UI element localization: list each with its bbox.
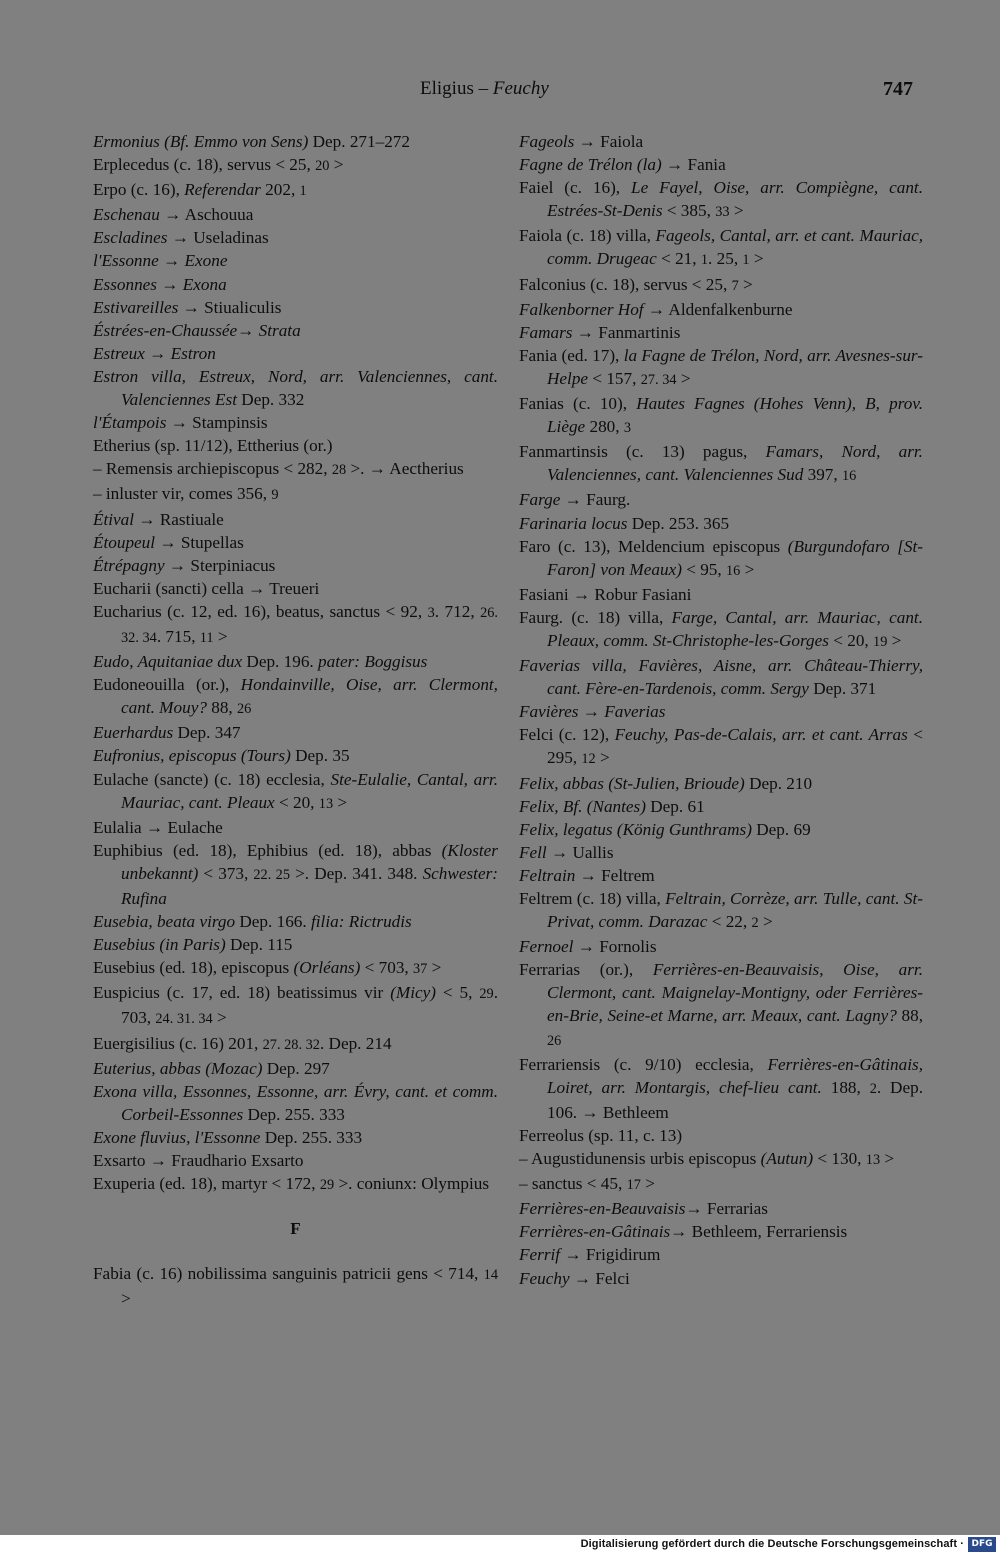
index-entry: Eusebius (in Paris) Dep. 115 — [93, 935, 293, 955]
index-entry: Ermonius (Bf. Emmo von Sens) Dep. 271–272 — [93, 132, 410, 151]
index-entry: Eudoneouilla (or.), Hondainville, Oise, arr. Clermont, cant. Mouy? 88, 26 — [93, 675, 498, 718]
index-entry: Faverias villa, Favières, Aisne, arr. Château-Thierry, cant. Fère-en-Tardenois, comm. Sergy Dep. 371 — [519, 656, 923, 699]
index-entry: Exsarto → Fraudhario Exsarto — [93, 1151, 304, 1171]
index-entry: Fanmartinsis (c. 13) pagus, Famars, Nord, arr. Valenciennes, cant. Valenciennes Sud 397, 16 — [519, 442, 923, 485]
index-entry: Ferreolus (sp. 11, c. 13) — [519, 1125, 683, 1145]
index-entry: Falkenborner Hof → Aldenfalkenburne — [519, 299, 793, 319]
page-number: 747 — [883, 78, 913, 100]
index-entry: Exone fluvius, l'Essonne Dep. 255. 333 — [93, 1127, 363, 1147]
index-entry: Erpo (c. 16), Referendar 202, 1 — [93, 180, 307, 200]
index-entry: Etherius (sp. 11/12), Ettherius (or.) — [93, 436, 333, 456]
index-entry: Euergisilius (c. 16) 201, 27. 28. 32. Dep. 214 — [93, 1033, 392, 1053]
index-entry: Eufronius, episcopus (Tours) Dep. 35 — [93, 746, 350, 766]
index-entry: Eucharii (sancti) cella → Treueri — [93, 578, 320, 598]
index-entry: Ferrarias (or.), Ferrières-en-Beauvaisis, Oise, arr. Clermont, cant. Maignelay-Montigny, oder Ferrières-en-Brie, Seine-et Marne, arr. Meaux, cant. Lagny? 88, 26 — [519, 960, 923, 1049]
running-head — [420, 76, 549, 102]
index-entry: Favières → Faverias — [519, 702, 666, 722]
index-entry: Faurg. (c. 18) villa, Farge, Cantal, arr. Mauriac, cant. Pleaux, comm. St-Christophe-les-Gorges < 20, 19 > — [519, 607, 923, 650]
running-head-italic: Feuchy — [492, 78, 549, 99]
index-entry: Étrépagny → Sterpiniacus — [93, 555, 276, 575]
index-entry: Fagne de Trélon (la) → Fania — [519, 155, 726, 175]
section-letter: F — [290, 1219, 301, 1239]
left-entries-after — [93, 1262, 498, 1310]
dfg-logo: DFG — [968, 1537, 996, 1552]
index-entry: Erplecedus (c. 18), servus < 25, 20 > — [93, 155, 344, 175]
index-entry: Felix, abbas (St-Julien, Brioude) Dep. 210 — [519, 773, 813, 793]
left-column — [93, 130, 498, 1310]
index-entry: Étoupeul → Stupellas — [93, 532, 244, 552]
index-entry: Faro (c. 13), Meldencium episcopus (Burgundofaro [St-Faron] von Meaux) < 95, 16 > — [519, 536, 923, 579]
index-entry: Eulalia → Eulache — [93, 817, 223, 837]
index-entry: Eulache (sancte) (c. 18) ecclesia, Ste-Eulalie, Cantal, arr. Mauriac, cant. Pleaux < 20, 13 > — [93, 769, 498, 812]
index-entry: Fell → Uallis — [519, 842, 614, 862]
index-entry: Fanias (c. 10), Hautes Fagnes (Hohes Venn), B, prov. Liège 280, 3 — [519, 394, 924, 437]
index-entry: Eudo, Aquitaniae dux Dep. 196. pater: Boggisus — [93, 652, 428, 672]
index-entry: – sanctus < 45, 17 > — [519, 1174, 655, 1194]
index-entry: Eschenau → Aschouua — [93, 205, 254, 225]
index-entry: Exona villa, Essonnes, Essonne, arr. Évry, cant. et comm. Corbeil-Essonnes Dep. 255. 333 — [93, 1081, 498, 1124]
right-column — [519, 130, 923, 1290]
index-entry: Ferrières-en-Beauvaisis→ Ferrarias — [519, 1199, 768, 1219]
index-entry: Farinaria locus Dep. 253. 365 — [519, 513, 730, 533]
index-entry: Éstrées-en-Chaussée→ Strata — [93, 320, 301, 340]
index-entry: Euspicius (c. 17, ed. 18) beatissimus vir (Micy) < 5, 29. 703, 24. 31. 34 > — [93, 983, 498, 1028]
left-entries — [93, 130, 498, 1197]
index-entry: l'Essonne → Exone — [93, 251, 228, 271]
index-entry: – inluster vir, comes 356, 9 — [93, 484, 279, 504]
index-entry: Feuchy → Felci — [519, 1268, 630, 1288]
index-entry: Euphibius (ed. 18), Ephibius (ed. 18), abbas (Kloster unbekannt) < 373, 22. 25 >. Dep. 341. 348. Schwester: Rufina — [93, 840, 498, 908]
index-entry: Famars → Fanmartinis — [519, 322, 681, 342]
index-entry: Fernoel → Fornolis — [519, 937, 657, 957]
index-entry: Felix, legatus (König Gunthrams) Dep. 69 — [519, 819, 811, 839]
index-entry: Felix, Bf. (Nantes) Dep. 61 — [519, 796, 705, 816]
right-entries — [519, 130, 923, 1290]
running-head-text: Eligius – — [420, 78, 493, 99]
index-entry: Faiola (c. 18) villa, Fageols, Cantal, arr. et cant. Mauriac, comm. Drugeac < 21, 1. 25, 1 > — [519, 226, 923, 269]
index-entry: Feltrem (c. 18) villa, Feltrain, Corrèze, arr. Tulle, cant. St-Privat, comm. Darazac < 22, 2 > — [519, 889, 923, 932]
index-entry: – Augustidunensis urbis episcopus (Autun) < 130, 13 > — [519, 1149, 895, 1169]
index-entry: Eucharius (c. 12, ed. 16), beatus, sanctus < 92, 3. 712, 26. 32. 34. 715, 11 > — [93, 601, 498, 646]
index-entry: Essonnes → Exona — [93, 274, 227, 294]
index-entry: Euerhardus Dep. 347 — [93, 723, 241, 743]
footer-bar — [0, 1535, 1000, 1555]
index-entry: Fabia (c. 16) nobilissima sanguinis patricii gens < 714, 14 > — [93, 1264, 498, 1309]
index-entry: Ferrières-en-Gâtinais→ Bethleem, Ferrariensis — [519, 1222, 848, 1242]
index-entry: Estivareilles → Stiualiculis — [93, 297, 282, 317]
index-entry: Ferrariensis (c. 9/10) ecclesia, Ferrières-en-Gâtinais, Loiret, arr. Montargis, chef-lieu cant. 188, 2. Dep. 106. → Bethleem — [519, 1054, 923, 1122]
index-entry: Falconius (c. 18), servus < 25, 7 > — [519, 274, 753, 294]
index-entry: l'Étampois → Stampinsis — [93, 413, 268, 433]
footer-text: Digitalisierung gefördert durch die Deutsche Forschungsgemeinschaft · — [580, 1538, 964, 1550]
index-entry: – Remensis archiepiscopus < 282, 28 >. → Aectherius — [93, 459, 464, 479]
index-entry: Estron villa, Estreux, Nord, arr. Valenciennes, cant. Valenciennes Est Dep. 332 — [93, 366, 498, 410]
index-entry: Fageols → Faiola — [519, 132, 644, 151]
index-entry: Felci (c. 12), Feuchy, Pas-de-Calais, arr. et cant. Arras < 295, 12 > — [519, 725, 923, 768]
index-entry: Estreux → Estron — [93, 343, 216, 363]
index-entry: Fania (ed. 17), la Fagne de Trélon, Nord, arr. Avesnes-sur-Helpe < 157, 27. 34 > — [519, 345, 923, 388]
index-entry: Exuperia (ed. 18), martyr < 172, 29 >. coniunx: Olympius — [93, 1174, 490, 1194]
index-entry: Euterius, abbas (Mozac) Dep. 297 — [93, 1058, 330, 1078]
index-entry: Faiel (c. 16), Le Fayel, Oise, arr. Compiègne, cant. Estrées-St-Denis < 385, 33 > — [519, 178, 923, 221]
index-entry: Feltrain → Feltrem — [519, 865, 655, 885]
index-entry: Escladines → Useladinas — [93, 228, 269, 248]
running-header — [0, 76, 1000, 104]
index-entry: Fasiani → Robur Fasiani — [519, 584, 692, 604]
index-entry: Farge → Faurg. — [519, 490, 631, 510]
index-entry: Étival → Rastiuale — [93, 509, 224, 529]
index-entry: Eusebia, beata virgo Dep. 166. filia: Rictrudis — [93, 912, 412, 932]
index-entry: Ferrif → Frigidirum — [519, 1245, 661, 1265]
index-entry: Eusebius (ed. 18), episcopus (Orléans) < 703, 37 > — [93, 958, 442, 978]
